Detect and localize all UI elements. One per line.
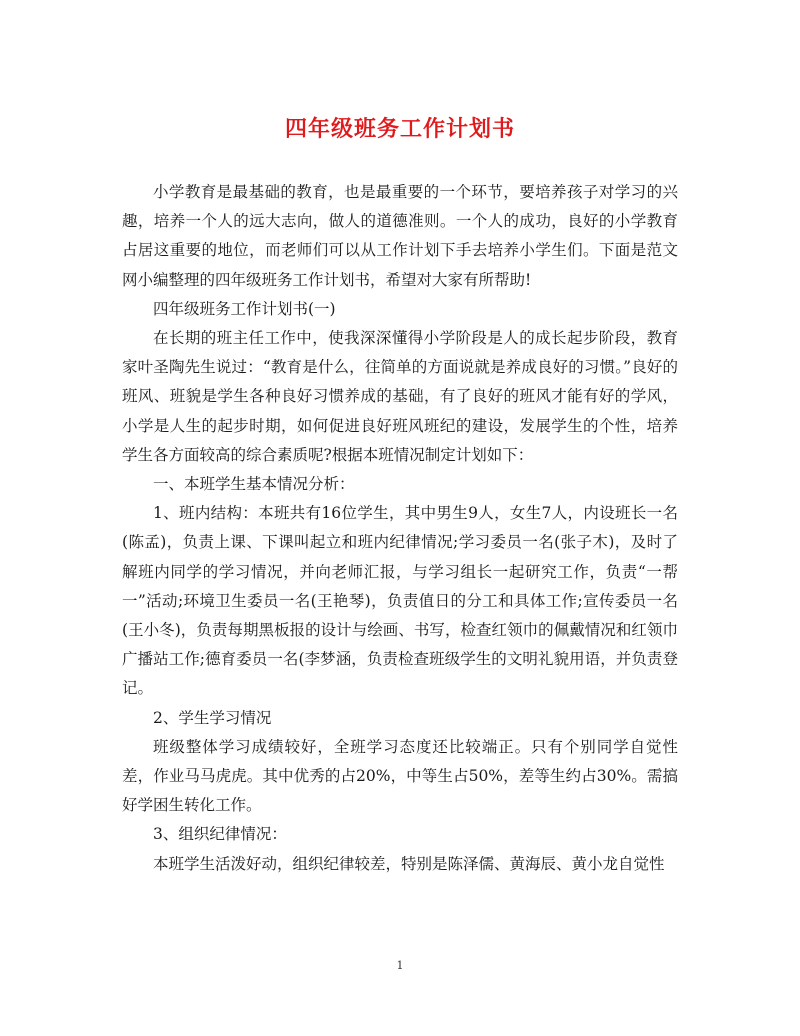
intro-paragraph: 小学教育是最基础的教育，也是最重要的一个环节，要培养孩子对学习的兴趣，培养一个人的远大志向，做人的道德准则。一个人的成功，良好的小学教育占居这重要的地位，而老师们可以从工作计划下手去培养小学生们。下面是范文网小编整理的四年级班务工作计划书，希望对大家有所帮助! [122,183,678,289]
body-paragraph-discipline: 本班学生活泼好动，组织纪律较差，特别是陈泽儒、黄海辰、黄小龙自觉性 [153,854,665,873]
heading-student-analysis: 一、本班学生基本情况分析： [153,475,355,494]
section-heading-plan-one: 四年级班务工作计划书(一) [153,299,336,318]
heading-study-situation: 2、学生学习情况 [153,708,272,727]
heading-discipline: 3、组织纪律情况： [153,825,287,844]
page-number: 1 [396,959,404,972]
document-title: 四年级班务工作计划书 [284,116,515,142]
body-paragraph-class-structure: 1、班内结构：本班共有16位学生，其中男生9人，女生7人，内设班长一名(陈孟)，负责上课、下课叫起立和班内纪律情况;学习委员一名(张子木)，及时了解班内同学的学习情况，并向老师汇报，与学习组长一起研究工作，负责“一帮一”活动;环境卫生委员一名(王艳琴)，负责值日的分工和具体工作;宣传委员一名(王小冬)，负责每期黑板报的设计与绘画、书写，检查红领巾的佩戴情况和红领巾广播站工作;德育委员一名(李梦涵，负责检查班级学生的文明礼貌用语，并负责登记。 [122,504,678,698]
body-paragraph-study-situation: 班级整体学习成绩较好，全班学习态度还比较端正。只有个别同学自觉性差，作业马马虎虎。其中优秀的占20%，中等生占50%，差等生约占30%。需搞好学困生转化工作。 [122,737,678,815]
body-paragraph-philosophy: 在长期的班主任工作中，使我深深懂得小学阶段是人的成长起步阶段，教育家叶圣陶先生说过：“教育是什么，往简单的方面说就是养成良好的习惯。”良好的班风、班貌是学生各种良好习惯养成的基础，有了良好的班风才能有好的学风，小学是人生的起步时期，如何促进良好班风班纪的建设，发展学生的个性，培养学生各方面较高的综合素质呢?根据本班情况制定计划如下： [122,329,678,464]
document-body [122,178,678,879]
